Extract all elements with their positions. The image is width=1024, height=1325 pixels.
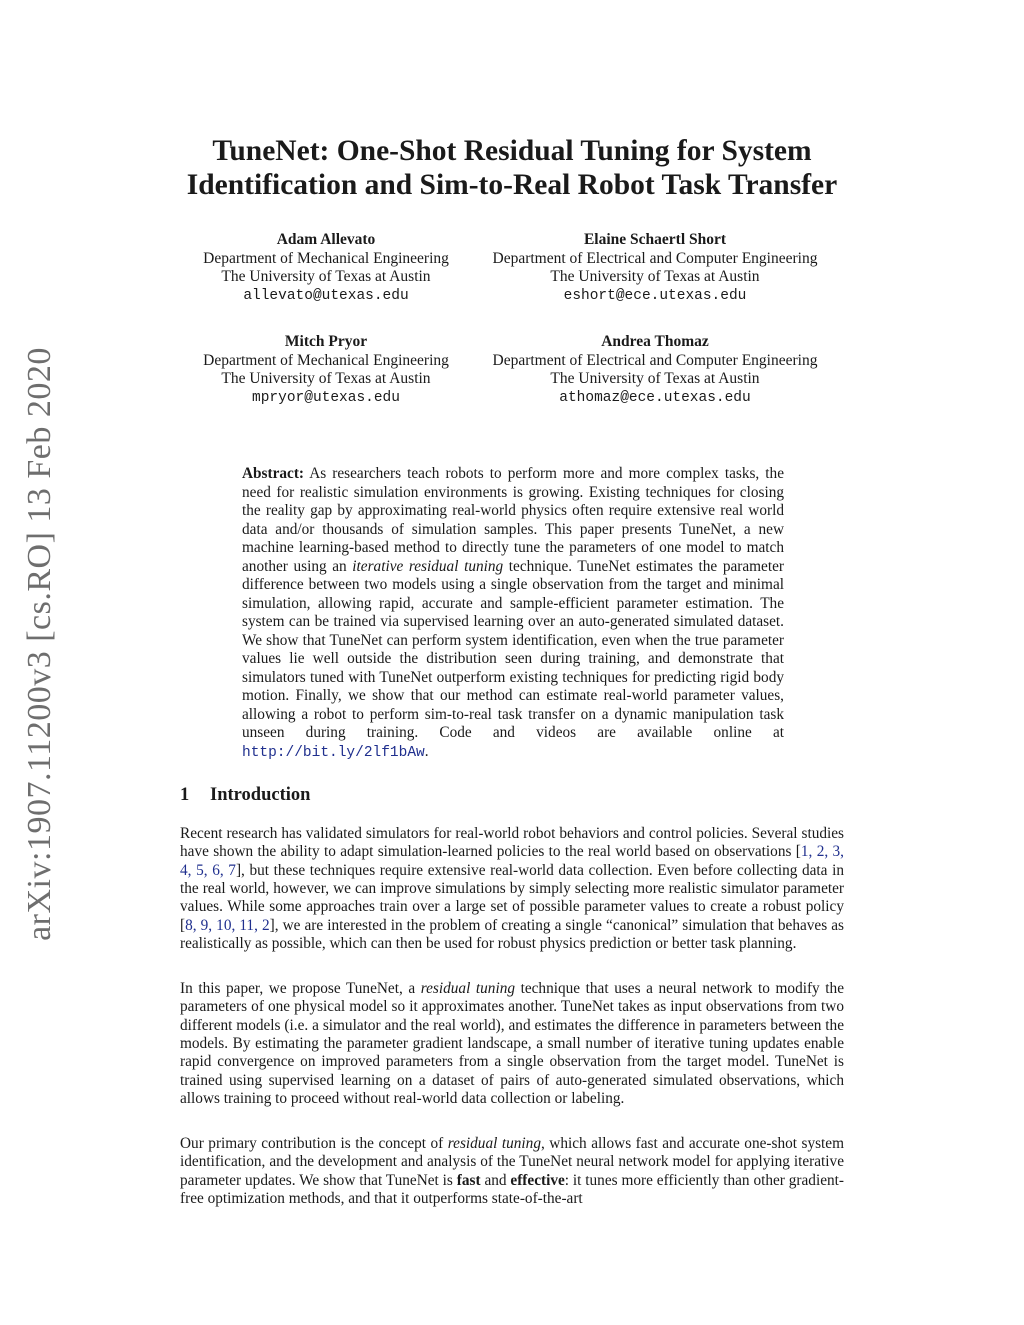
author-name: Andrea Thomaz	[601, 333, 709, 350]
author-univ: The University of Texas at Austin	[550, 268, 760, 285]
paragraph-text: , which allows fast and accurate one-shot system identification, and the development and analysis of the TuneNet neural network model for applying iterative parameter updates. We show that TuneNet is	[180, 1135, 844, 1189]
author-email[interactable]: mpryor@utexas.edu	[252, 389, 400, 406]
author-name: Elaine Schaertl Short	[583, 231, 727, 248]
abstract-text: As researchers teach robots to perform more and more complex tasks, the need for realistic simulation environments is growing. Existing techniques for closing the reality gap by approximating real-world physics often require extensive real world data and/or thousands of simulation samples. This paper presents TuneNet, a new machine learning-based method to directly tune the parameters of one model to match another using an	[242, 465, 784, 575]
paragraph-text: and	[480, 1171, 511, 1189]
author-email[interactable]: eshort@ece.utexas.edu	[563, 287, 747, 304]
paragraph-text: : it tunes more efficiently than other gradient-free optimization methods, and that it outperforms state-of-the-art	[180, 1171, 844, 1208]
author-name: Mitch Pryor	[284, 333, 368, 350]
author-dept: Department of Mechanical Engineering	[203, 249, 449, 267]
section-heading	[180, 785, 310, 806]
arxiv-stamp: arXiv:1907.11200v3 [cs.RO] 13 Feb 2020	[21, 347, 58, 941]
abstract-label: Abstract:	[242, 465, 305, 482]
paragraph-emphasis: residual tuning	[420, 980, 516, 997]
author-block	[186, 333, 466, 407]
paragraph-emphasis: residual tuning	[447, 1135, 541, 1152]
author-email[interactable]: athomaz@ece.utexas.edu	[559, 389, 751, 406]
title-line-2: Identification and Sim-to-Real Robot Task Transfer	[186, 169, 838, 201]
paragraph-text: Recent research has validated simulators for real-world robot behaviors and control policies. Several studies have shown the ability to adapt simulation-learned policies to the real world based on observations [	[180, 825, 844, 861]
abstract-text: technique. TuneNet estimates the parameter difference between two models using a single observation from the target and minimal simulation, allowing rapid, accurate and sample-efficient parameter estimation. The system can be trained via supervised learning over an auto-generated simulated dataset. We show that TuneNet can perform system identification, even when the true parameter values lie well outside the distribution seen during training, and demonstrate that simulators tuned with TuneNet outperform existing techniques for predicting rigid body motion. Finally, we show that our method can estimate real-world parameter values, allowing a robot to perform sim-to-real task transfer on a dynamic manipulation task unseen during training. Code and videos are available online at	[242, 557, 784, 741]
citation-link[interactable]: 8, 9, 10, 11, 2	[185, 916, 270, 934]
paragraph-bold: effective	[510, 1171, 565, 1189]
author-univ: The University of Texas at Austin	[221, 268, 431, 285]
abstract-emphasis: iterative residual tuning	[352, 557, 504, 575]
author-univ: The University of Texas at Austin	[221, 370, 431, 387]
title-line-1: TuneNet: One-Shot Residual Tuning for System	[212, 135, 812, 167]
intro-paragraph	[180, 1135, 844, 1208]
author-block	[186, 231, 466, 305]
paragraph-text: Our primary contribution is the concept of	[180, 1135, 448, 1152]
abstract	[242, 465, 784, 762]
citation-link[interactable]: 1, 2, 3, 4, 5, 6, 7	[180, 843, 844, 879]
section-number: 1	[180, 785, 190, 805]
code-link[interactable]: http://bit.ly/2lf1bAw	[242, 744, 425, 761]
paragraph-text: technique that uses a neural network to modify the parameters of one physical model so it approximates another. TuneNet takes as input observations from two different models (i.e. a simulator and the real world), and estimates the difference in parameters between the models. By estimating the parameter gradient landscape, a small number of iterative tuning updates enable rapid convergence on improved parameters from a single observation from the target model. TuneNet is trained using supervised learning on a dataset of pairs of auto-generated simulated observations, which allows training to proceed without real-world data collection or labeling.	[180, 980, 844, 1108]
author-block	[470, 333, 840, 407]
paper-title	[150, 134, 874, 202]
author-block	[470, 231, 840, 305]
intro-paragraph	[180, 980, 844, 1108]
author-dept: Department of Electrical and Computer Engineering	[492, 351, 818, 369]
author-dept: Department of Mechanical Engineering	[203, 351, 449, 369]
section-title: Introduction	[210, 785, 311, 805]
author-dept: Department of Electrical and Computer Engineering	[492, 249, 818, 267]
paragraph-text: ], but these techniques require extensive real-world data collection. Even before collecting data in the real world, however, we can improve simulations by simply selecting more realistic simulator parameter values. While some approaches train over a large set of possible parameter values to create a robust policy [	[180, 861, 844, 934]
paragraph-text: In this paper, we propose TuneNet, a	[180, 980, 421, 997]
intro-paragraph	[180, 825, 844, 953]
author-email[interactable]: allevato@utexas.edu	[243, 287, 409, 304]
author-name: Adam Allevato	[276, 231, 376, 248]
paragraph-text: ], we are interested in the problem of creating a single “canonical” simulation that behaves as realistically as possible, which can then be used for robust physics prediction or better task planning.	[180, 916, 844, 953]
author-univ: The University of Texas at Austin	[550, 370, 760, 387]
abstract-end: .	[424, 742, 429, 760]
paragraph-bold: fast	[456, 1171, 481, 1189]
